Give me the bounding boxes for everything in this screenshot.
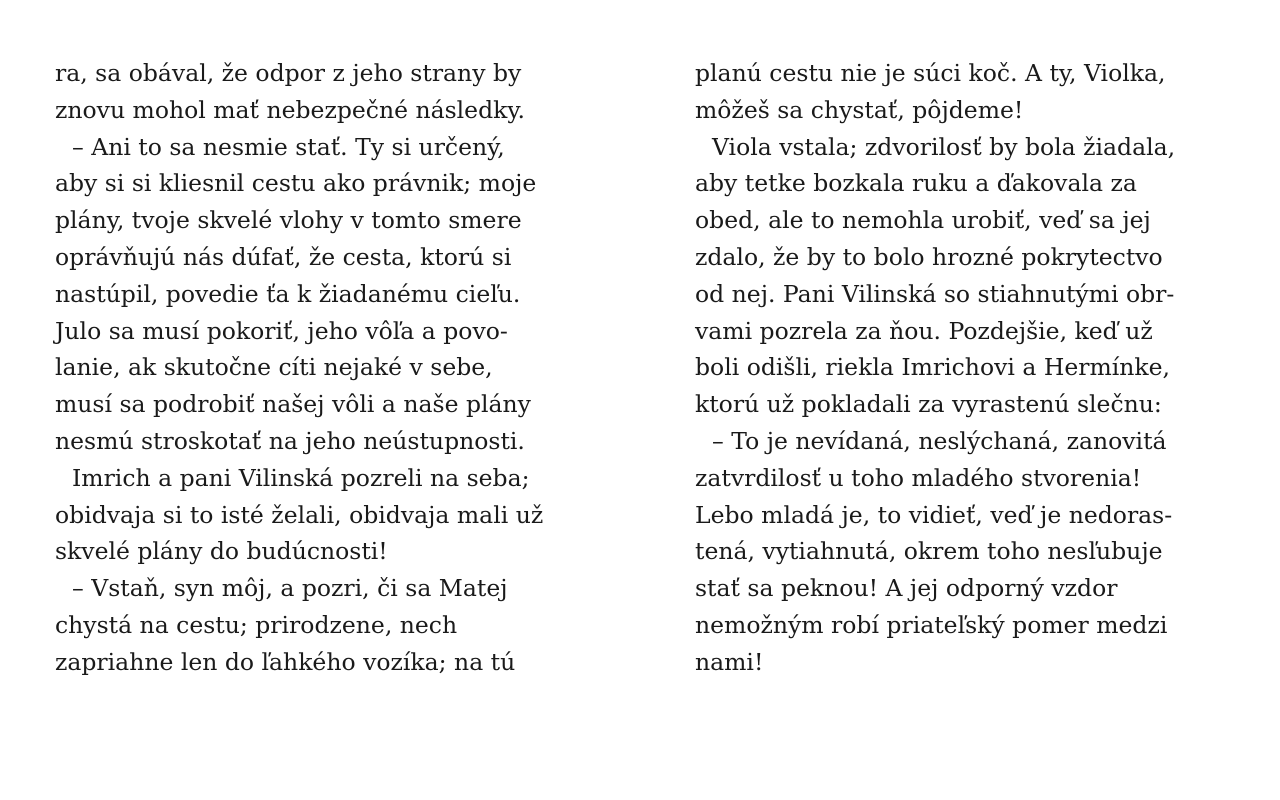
text-line: lanie, ak skutočne cíti nejaké v sebe, — [55, 353, 493, 382]
text-line: stať sa peknou! A jej odporný vzdor — [695, 574, 1118, 603]
text-line: tená, vytiahnutá, okrem toho nesľubuje — [695, 537, 1163, 566]
text-line: zatvrdilosť u toho mladého stvorenia! — [695, 463, 1142, 492]
text-line: obed, ale to nemohla urobiť, veď sa jej — [695, 206, 1151, 235]
text-line: Viola vstala; zdvorilosť by bola žiadala, — [712, 132, 1176, 161]
text-line: boli odišli, riekla Imrichovi a Hermínke, — [695, 353, 1171, 382]
text-line: musí sa podrobiť našej vôli a naše plány — [55, 390, 531, 419]
text-line: môžeš sa chystať, pôjdeme! — [695, 95, 1024, 124]
text-line: ra, sa obával, že odpor z jeho strany by — [55, 59, 522, 87]
text-line: nami! — [695, 647, 764, 676]
text-line: plány, tvoje skvelé vlohy v tomto smere — [55, 206, 522, 235]
left-page — [55, 55, 615, 681]
text-line: zdalo, že by to bolo hrozné pokrytectvo — [695, 242, 1163, 271]
text-line: od nej. Pani Vilinská so stiahnutými obr- — [695, 279, 1175, 308]
text-line: – Ani to sa nesmie stať. Ty si určený, — [72, 132, 505, 161]
text-line: nemožným robí priateľský pomer medzi — [695, 610, 1168, 639]
text-line: zapriahne len do ľahkého vozíka; na tú — [55, 647, 516, 676]
text-line: Lebo mladá je, to vidieť, veď je nedoras- — [695, 500, 1173, 529]
right-page — [695, 55, 1255, 681]
text-line: vami pozrela za ňou. Pozdejšie, keď už — [695, 316, 1153, 345]
text-line: – To je nevídaná, neslýchaná, zanovitá — [712, 426, 1167, 455]
text-line: planú cestu nie je súci koč. A ty, Violka, — [695, 59, 1166, 87]
text-line: obidvaja si to isté želali, obidvaja mali už — [55, 500, 544, 529]
text-line: skvelé plány do budúcnosti! — [55, 537, 388, 566]
text-line: aby si si kliesnil cestu ako právnik; moje — [55, 169, 537, 198]
text-line: znovu mohol mať nebezpečné následky. — [55, 95, 525, 124]
text-line: ktorú už pokladali za vyrastenú slečnu: — [695, 390, 1162, 419]
text-line: Julo sa musí pokoriť, jeho vôľa a povo- — [55, 316, 508, 345]
text-line: oprávňujú nás dúfať, že cesta, ktorú si — [55, 242, 512, 271]
text-line: Imrich a pani Vilinská pozreli na seba; — [72, 463, 530, 492]
text-line: chystá na cestu; prirodzene, nech — [55, 610, 458, 639]
text-line: nesmú stroskotať na jeho neústupnosti. — [55, 426, 525, 455]
text-line: aby tetke bozkala ruku a ďakovala za — [695, 169, 1137, 198]
text-line: nastúpil, povedie ťa k žiadanému cieľu. — [55, 279, 521, 308]
text-line: – Vstaň, syn môj, a pozri, či sa Matej — [72, 574, 508, 603]
